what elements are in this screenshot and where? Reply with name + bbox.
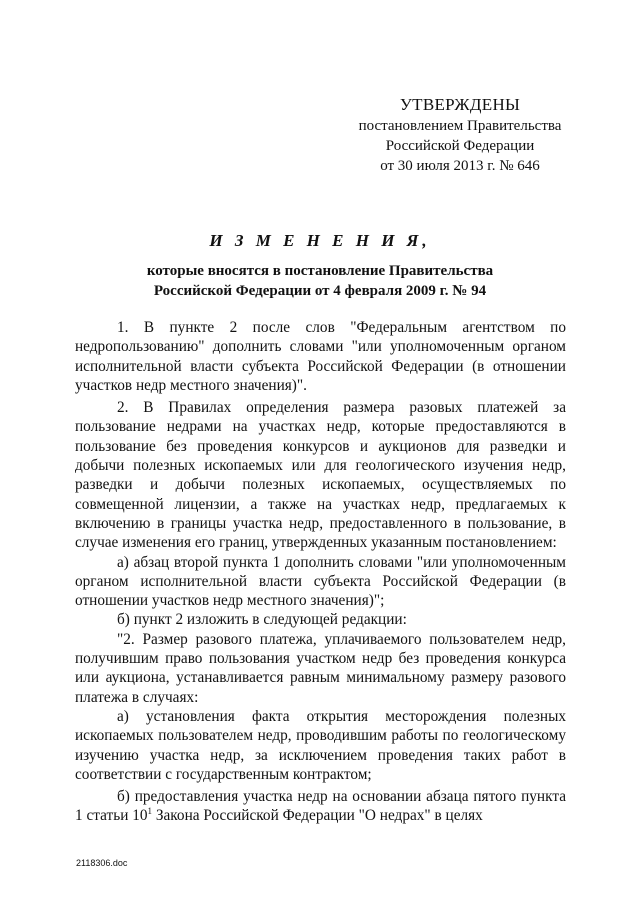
document-title: И З М Е Н Е Н И Я, xyxy=(209,231,431,250)
paragraph-6: а) установления факта открытия месторождения полезных ископаемых пользователем недр, проводившим работы по геологическому изучению участка недр, за исключением проведения таких работ в соответствии с государственным контрактом; xyxy=(75,707,566,783)
subtitle-line-2: Российской Федерации от 4 февраля 2009 г. № 94 xyxy=(153,283,487,299)
paragraph-7-text-after: Закона Российской Федерации "О недрах" в целях xyxy=(152,807,483,825)
approval-block xyxy=(330,94,590,176)
paragraph-7 xyxy=(75,787,566,826)
approval-line-2: Российской Федерации xyxy=(385,138,535,154)
paragraph-2: 2. В Правилах определения размера разовых платежей за пользование недрами на участках недр, которые предоставляются в пользование без проведения конкурсов и аукционов для разведки и добычи полезных ископаемых или для геологического изучения недр, разведки и добычи полезных ископаемых, осуществляемых по совмещенной лицензии, а также на участках недр, предлагаемых к включению в границы участка недр, предоставленного в пользование, в случае изменения его границ, утвержденных указанным постановлением: xyxy=(75,399,566,552)
paragraph-7-text-before: б) предоставления участка недр на основании абзаца пятого пункта 1 статьи 10 xyxy=(75,788,566,825)
paragraph-7-superscript: 1 xyxy=(147,806,152,817)
subtitle-line-1: которые вносятся в постановление Правительства xyxy=(146,263,494,279)
document-heading xyxy=(60,229,580,301)
approval-line-1: постановлением Правительства xyxy=(358,118,562,134)
document-subtitle xyxy=(60,261,580,301)
document-body xyxy=(75,318,566,826)
paragraph-3: а) абзац второй пункта 1 дополнить словами "или уполномоченным органом исполнительной власти субъекта Российской Федерации (в отношении участков недр местного значения)"; xyxy=(75,553,566,610)
footer-filename: 2118306.doc xyxy=(76,858,128,868)
approval-line-3: от 30 июля 2013 г. № 646 xyxy=(380,158,540,174)
paragraph-5: "2. Размер разового платежа, уплачиваемого пользователем недр, получившим право пользования участком недр без проведения конкурса или аукциона, устанавливается равным минимальному размеру разового платежа в случаях: xyxy=(75,630,566,706)
paragraph-1: 1. В пункте 2 после слов "Федеральным агентством по недропользованию" дополнить словами "или уполномоченным органом исполнительной власти субъекта Российской Федерации (в отношении участков недр местного значения)". xyxy=(75,319,566,394)
paragraph-4: б) пункт 2 изложить в следующей редакции: xyxy=(117,611,407,629)
approval-title: УТВЕРЖДЕНЫ xyxy=(399,95,521,114)
